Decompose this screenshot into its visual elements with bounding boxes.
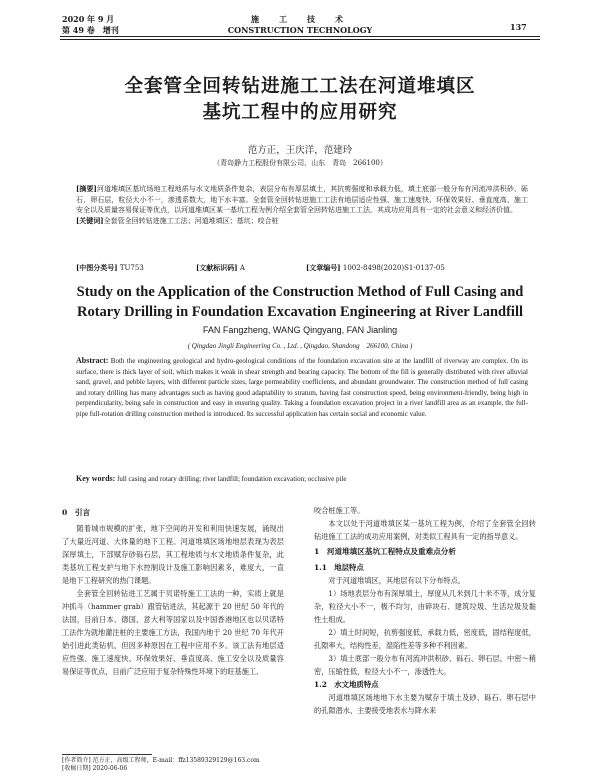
footnote [62, 757, 292, 773]
issue-date: 2020 年 9 月 [62, 14, 115, 24]
running-header-center [180, 14, 420, 36]
continued-paragraph: 咬合桩施工等。 [314, 506, 365, 515]
title-cn-line-2: 基坑工程中的应用研究 [202, 102, 398, 123]
section-0-paragraph-2: 全套管全回转钻进工艺属于贝诺特施工工法的一种，实质上就是冲抓斗（hammer grab）跟管钻进法，其起源于 20 世纪 50 年代的法国，目前日本、德国、意大利等国家以及中国香港地区也以贝诺特工法作为就地灌注桩的主要施工方法，我国内地于 20 世纪 70 年代开始引进此类钻机，但因多种原因在工程中应用不多。该工法有地层适应性强、施工速度快、环保效果好、垂直度高、施工安全以及质量容易保证等优点，目前广泛应用于复杂特殊性环境下的旺基施工、 [62, 589, 284, 676]
body-column-right [314, 504, 536, 717]
keywords-en: full casing and rotary drilling; river landfill; foundation excavation; occlusive pile [117, 475, 347, 483]
abstract-en-label: Abstract: [76, 356, 109, 365]
section-1-heading: 1 河道堆填区基坑工程特点及重难点分析 [314, 547, 456, 556]
author-bio: [作者简介] 范方正，高级工程师，E-mail：ffz13589329129@163.com [62, 757, 260, 764]
doc-code-value: A [239, 264, 245, 272]
received-date: [收稿日期] 2020-06-06 [62, 765, 128, 772]
section-1-1-item-3: 3）填土底部一般分布有河流冲洪积砂、砾石、卵石层，中密～稍密，压缩性低，粒径大小不一，渗透性大。 [314, 654, 536, 676]
title-cn-line-1: 全套管全回转钻进施工工法在河道堆填区 [124, 76, 476, 97]
classification-row [76, 263, 528, 273]
title-cn [60, 74, 540, 126]
doc-code-label: [文献标识码] [196, 263, 238, 272]
body-column-left [62, 504, 284, 678]
header-rule-thin [60, 39, 540, 40]
title-en-line-1: Study on the Application of the Construction Method of Full Casing and [76, 284, 524, 300]
section-1-1-item-2: 2）填土时间短，抗剪强度低，承载力低，密度低，固结程度低，孔隙率大，结构性差，湿陷性差等多种不利因素。 [314, 628, 536, 650]
clc-value: TU753 [119, 264, 144, 272]
section-1-2-paragraph: 河道堆填区场地地下水主要为赋存于填土及砂、砾石、卵石层中的孔隙潜水，主要接受地表水与降水来 [314, 693, 536, 715]
affiliation-cn: （青岛静力工程股份有限公司，山东 青岛 266100） [213, 159, 387, 167]
journal-name-en: CONSTRUCTION TECHNOLOGY [227, 25, 373, 35]
article-number-label: [文章编号] [306, 263, 341, 272]
section-0-paragraph-1: 随着城市规模的扩张，地下空间的开发和利用快速发展，涌现出了大量近河道、大体量的地下工程。河道堆填区场地地层表现为表层深厚填土，下部赋存砂砾石层，其工程地质与水文地质条件复杂，此类基坑工程支护与地下水控制设计及施工影响因素多，难度大，一直是地下工程研究的热门课题。 [62, 524, 284, 585]
page-number: 137 [510, 22, 527, 32]
section-1-1-intro: 对于河道堆填区，其地层有以下分布特点。 [328, 576, 465, 585]
authors-en: FAN Fangzheng, WANG Qingyang, FAN Jianling [202, 325, 398, 335]
intro-paragraph: 本文以处于河道堆填区某一基坑工程为例，介绍了全套管全回转钻进施工工法的成功应用案例，对类似工程具有一定的指导意义。 [314, 519, 536, 541]
abstract-cn-label: [摘要] [76, 184, 97, 193]
abstract-en [76, 356, 528, 420]
keywords-en-block [76, 474, 528, 483]
title-en [60, 282, 540, 322]
section-1-2-heading: 1.2 水文地质特点 [314, 680, 379, 689]
title-en-line-2: Rotary Drilling in Foundation Excavation Engineering at River Landfill [76, 304, 524, 320]
authors-cn: 范方正，王庆洋，范建玲 [247, 145, 353, 156]
section-1-1-item-1: 1）场地表层分布有深厚填土，厚度从几米到几十米不等，成分复杂，粒径大小不一，极不均匀，由碎块石、建筑垃圾、生活垃圾及黏性土组成。 [314, 589, 536, 624]
header-rule [60, 36, 540, 37]
article-number-value: 1002-8498(2020)S1-0137-05 [342, 264, 445, 272]
abstract-cn [76, 184, 528, 226]
keywords-cn: 全套管全回转钻进施工工法；河道堆填区；基坑；咬合桩 [103, 216, 279, 225]
abstract-cn-text: 河道堆填区基坑场地工程地质与水文地质条件复杂，表层分布有厚层填土，其抗剪强度和承载力低，填土底部一般分布有河流冲洪积砂、砾石、卵石层，粒径大小不一，渗透系数大，地下水丰富。全套管全回转钻进施工工法有地层适应性强、施工速度快、环保效果好、垂直度高、施工安全以及质量容易保证等优点，以河道堆填区某一基坑工程为例介绍全套管全回转钻进施工工法，其成功应用具有一定的社会意义和经济价值。 [76, 185, 529, 215]
abstract-en-text: Both the engineering geological and hydro-geological conditions of the foundation excavation site at the landfill of riverway are complex. On its surface, there is thick layer of soil, which makes it weak in shear strength and bearing capacity. The bottom of the fill is generally distributed with river alluvial sand, gravel, and pebble layers, with different particle sizes, large permeability coefficients, and abundant groundwater. The construction method of full casing and rotary drilling has many advantages such as having good adaptability to stratum, having fast construction speed, being environment-friendly, being high in perpendicularity, being safe in construction and easy in ensuring quality. Taking a foundation excavation project in a river landfill area as an example, the full-pipe full-rotation drilling construction method is introduced. Its successful application has certain social and economic value. [76, 357, 529, 418]
running-header-left [62, 14, 119, 36]
clc-label: [中图分类号] [76, 263, 118, 272]
keywords-en-label: Key words: [76, 474, 116, 483]
section-0-heading: 0 引言 [62, 508, 91, 517]
journal-name-cn: 施 工 技 术 [251, 14, 349, 24]
section-1-1-heading: 1.1 地层特点 [314, 563, 364, 572]
keywords-cn-label: [关键词] [76, 215, 104, 225]
footnote-rule [62, 754, 152, 755]
issue-volume: 第 49 卷 增刊 [62, 25, 119, 35]
affiliation-en: ( Qingdao Jingli Engineering Co. , Ltd. , Qingdao, Shandong 266100, China ) [187, 342, 413, 350]
